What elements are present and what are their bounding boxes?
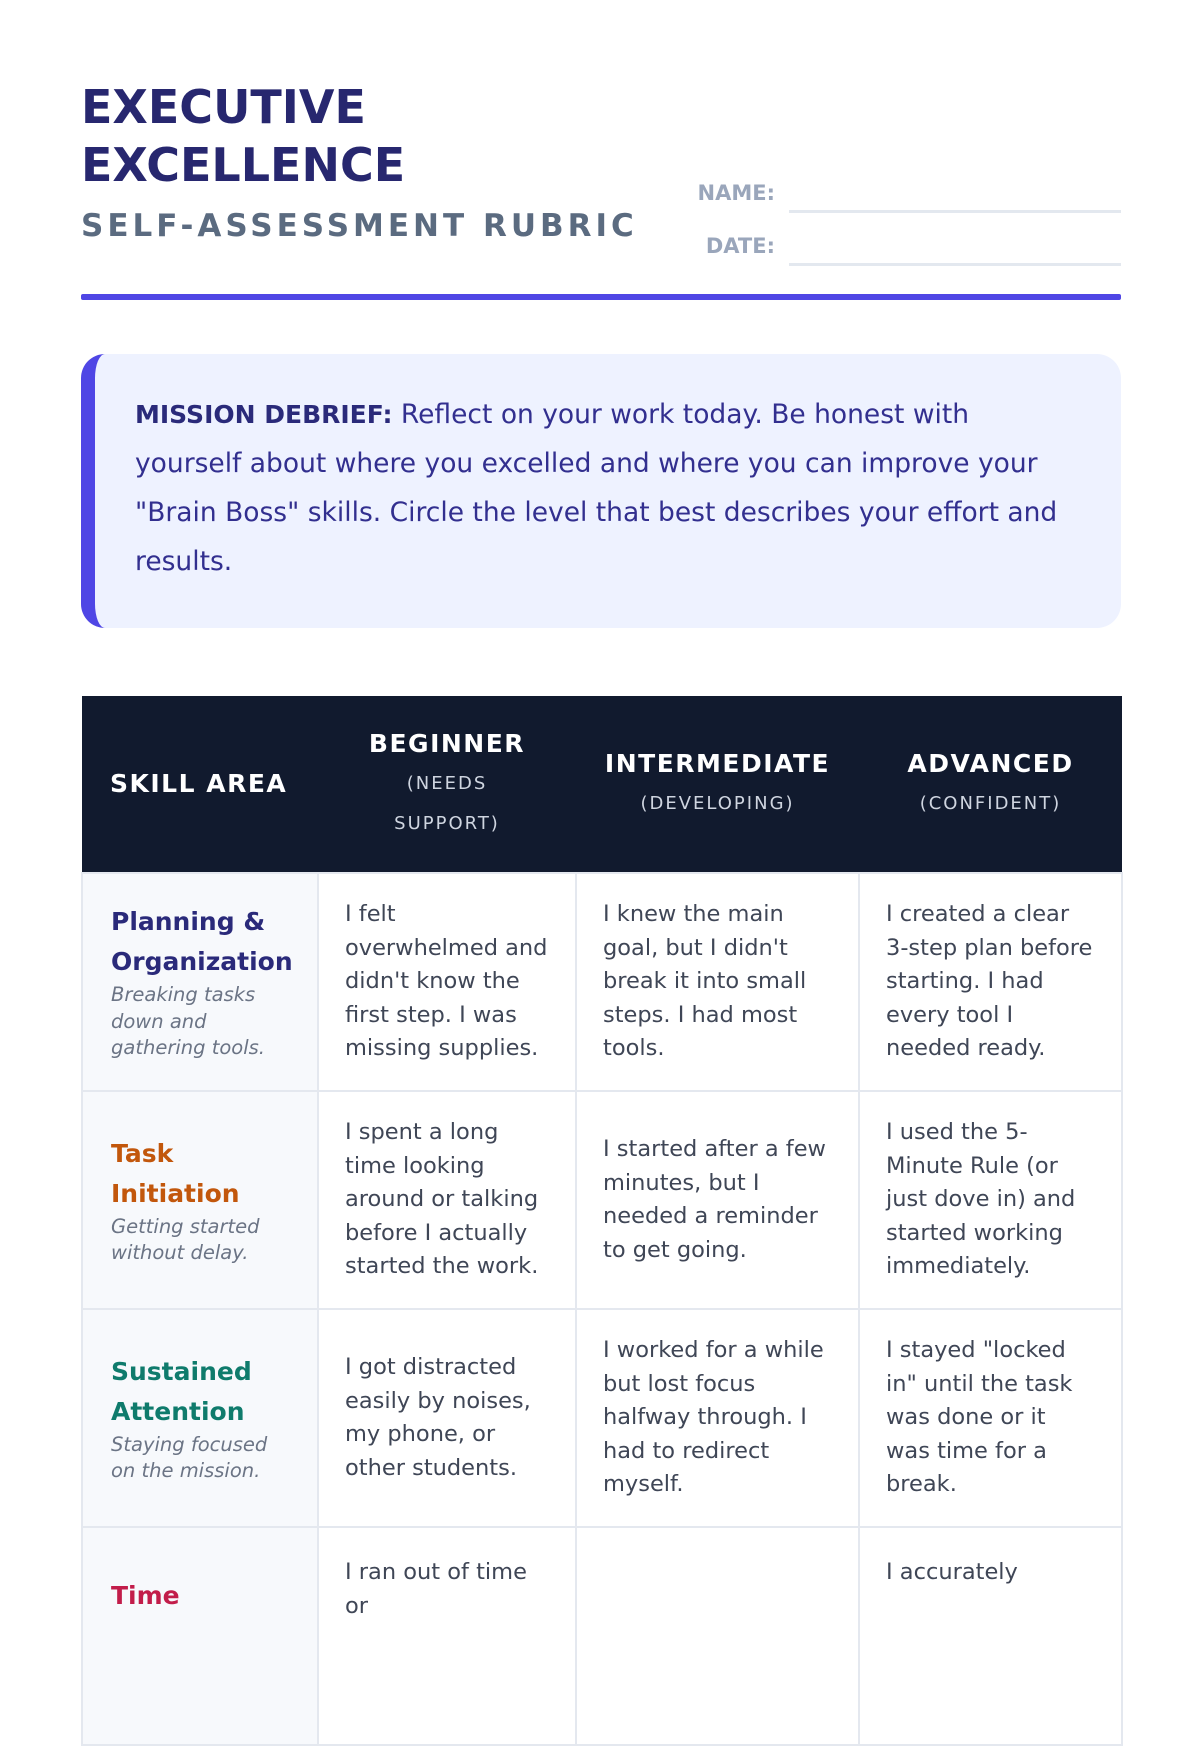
advanced-cell[interactable]: I created a clear 3-step plan before starting. I had every tool I needed ready. (859, 873, 1122, 1091)
table-row (82, 873, 1122, 1091)
advanced-cell[interactable]: I used the 5-Minute Rule (or just dove in) and started working immediately. (859, 1091, 1122, 1309)
skill-cell (82, 873, 318, 1091)
header-divider (81, 294, 1121, 300)
skill-description: Staying focused on the mission. (111, 1432, 268, 1482)
name-label: NAME: (697, 181, 775, 205)
skill-name: Time (111, 1581, 180, 1610)
header-intermediate-sub: (DEVELOPING) (640, 793, 795, 814)
name-field[interactable] (789, 174, 1121, 213)
title-line-1: EXECUTIVE (81, 80, 366, 134)
header-skill-area-label: SKILL AREA (110, 769, 288, 798)
intermediate-cell[interactable]: I worked for a while but lost focus halfway through. I had to redirect myself. (576, 1309, 859, 1527)
header-advanced-label: ADVANCED (907, 749, 1074, 778)
page-header (81, 78, 1121, 300)
page-title (81, 78, 601, 194)
header-skill-area (82, 696, 318, 873)
skill-name: Task Initiation (111, 1138, 240, 1208)
table-row (82, 1091, 1122, 1309)
header-advanced-sub: (CONFIDENT) (919, 793, 1062, 814)
header-beginner-label: BEGINNER (368, 729, 526, 758)
date-field-row (691, 213, 1121, 266)
page-subtitle: SELF-ASSESSMENT RUBRIC (81, 208, 638, 244)
date-label: DATE: (705, 234, 775, 258)
intermediate-cell[interactable]: I started after a few minutes, but I needed a reminder to get going. (576, 1091, 859, 1309)
skill-cell (82, 1309, 318, 1527)
beginner-cell[interactable]: I felt overwhelmed and didn't know the first step. I was missing supplies. (318, 873, 576, 1091)
skill-description: Getting started without delay. (111, 1214, 260, 1264)
skill-name: Sustained Attention (111, 1356, 252, 1426)
rubric-table (81, 696, 1123, 1746)
intermediate-cell[interactable] (576, 1527, 859, 1745)
callout-title: MISSION DEBRIEF: (135, 400, 393, 429)
beginner-cell[interactable]: I got distracted easily by noises, my phone, or other students. (318, 1309, 576, 1527)
header-intermediate-label: INTERMEDIATE (604, 749, 831, 778)
header-advanced (859, 696, 1122, 873)
callout-text: Reflect on your work today. Be honest with yourself about where you excelled and where you can improve your "Brain Boss" skills. Circle the level that best describes your effort and results. (135, 399, 1058, 577)
name-field-row (691, 160, 1121, 213)
intermediate-cell[interactable]: I knew the main goal, but I didn't break it into small steps. I had most tools. (576, 873, 859, 1091)
header-intermediate (576, 696, 859, 873)
advanced-cell[interactable]: I accurately (859, 1527, 1122, 1745)
title-line-2: EXCELLENCE (81, 138, 406, 192)
table-row (82, 1309, 1122, 1527)
date-field[interactable] (789, 227, 1121, 266)
advanced-cell[interactable]: I stayed "locked in" until the task was done or it was time for a break. (859, 1309, 1122, 1527)
beginner-cell[interactable]: I ran out of time or (318, 1527, 576, 1745)
mission-debrief-callout (81, 354, 1121, 628)
table-header-row (82, 696, 1122, 873)
header-beginner (318, 696, 576, 873)
skill-cell (82, 1091, 318, 1309)
skill-cell (82, 1527, 318, 1745)
skill-description: Breaking tasks down and gathering tools. (111, 983, 265, 1060)
header-beginner-sub: (NEEDS SUPPORT) (394, 773, 500, 834)
student-fields (691, 160, 1121, 266)
skill-name: Planning & Organization (111, 907, 293, 977)
beginner-cell[interactable]: I spent a long time looking around or talking before I actually started the work. (318, 1091, 576, 1309)
table-row (82, 1527, 1122, 1745)
